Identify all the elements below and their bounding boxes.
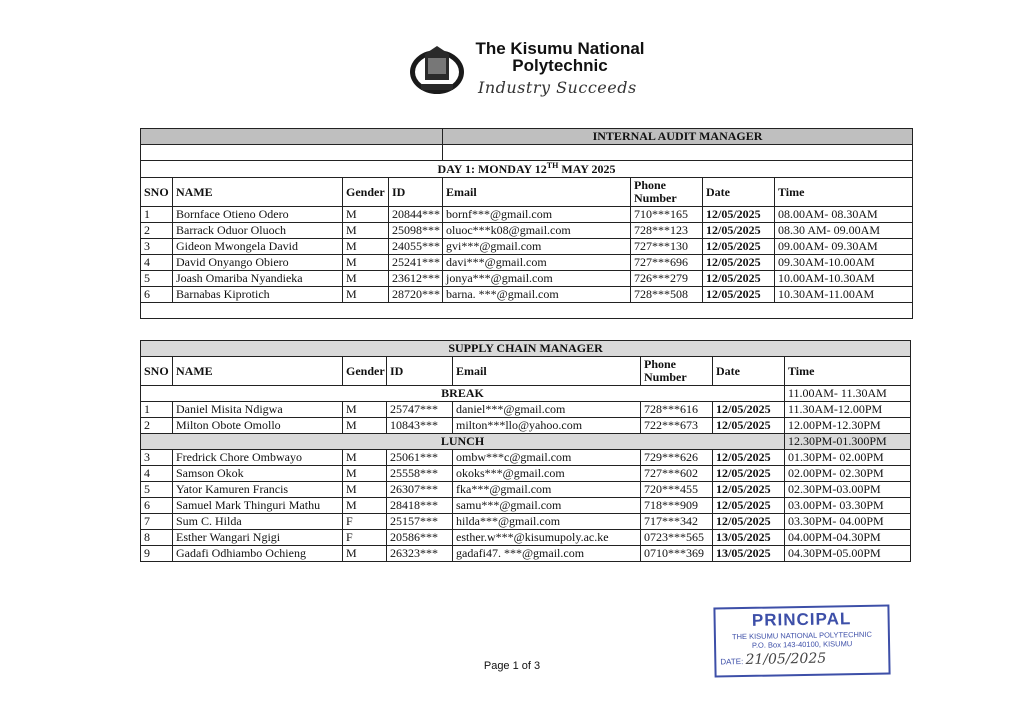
cell-phone: 0723***565 — [641, 530, 713, 546]
column-header: Email — [453, 357, 641, 386]
cell-gender: M — [343, 546, 387, 562]
table-row — [141, 207, 913, 223]
cell-phone: 727***130 — [631, 239, 703, 255]
column-header: NAME — [173, 178, 343, 207]
cell-gender: M — [343, 271, 389, 287]
cell-name: Bornface Otieno Odero — [173, 207, 343, 223]
cell-date: 12/05/2025 — [713, 466, 785, 482]
cell-id: 25558*** — [387, 466, 453, 482]
cell-phone: 728***123 — [631, 223, 703, 239]
cell-id: 26323*** — [387, 546, 453, 562]
cell-phone: 0710***369 — [641, 546, 713, 562]
cell-gender: M — [343, 287, 389, 303]
cell-gender: M — [343, 466, 387, 482]
column-header: ID — [389, 178, 443, 207]
table-row — [141, 287, 913, 303]
column-header: SNO — [141, 178, 173, 207]
cell-name: Fredrick Chore Ombwayo — [173, 450, 343, 466]
blank-cell — [443, 145, 913, 161]
cell-sno: 4 — [141, 466, 173, 482]
table-row — [141, 466, 911, 482]
cell-time: 08.00AM- 08.30AM — [775, 207, 913, 223]
cell-id: 26307*** — [387, 482, 453, 498]
cell-email: davi***@gmail.com — [443, 255, 631, 271]
cell-name: Gideon Mwongela David — [173, 239, 343, 255]
cell-time: 09.00AM- 09.30AM — [775, 239, 913, 255]
cell-time: 02.00PM- 02.30PM — [785, 466, 911, 482]
cell-email: jonya***@gmail.com — [443, 271, 631, 287]
cell-date: 12/05/2025 — [703, 223, 775, 239]
cell-sno: 7 — [141, 514, 173, 530]
cell-name: Barnabas Kiprotich — [173, 287, 343, 303]
stamp-date-label: DATE: — [720, 657, 744, 667]
column-header: Time — [785, 357, 911, 386]
cell-gender: M — [343, 482, 387, 498]
cell-time: 11.30AM-12.00PM — [785, 402, 911, 418]
break-label: BREAK — [141, 386, 785, 402]
institution-name — [470, 40, 650, 74]
cell-name: Milton Obote Omollo — [173, 418, 343, 434]
cell-gender: M — [343, 498, 387, 514]
cell-email: fka***@gmail.com — [453, 482, 641, 498]
blank-cell — [141, 145, 443, 161]
cell-date: 12/05/2025 — [713, 482, 785, 498]
cell-date: 12/05/2025 — [703, 271, 775, 287]
cell-time: 08.30 AM- 09.00AM — [775, 223, 913, 239]
cell-gender: M — [343, 450, 387, 466]
cell-sno: 6 — [141, 287, 173, 303]
cell-name: Joash Omariba Nyandieka — [173, 271, 343, 287]
cell-gender: F — [343, 530, 387, 546]
column-header: Phone Number — [631, 178, 703, 207]
title-left-cell — [141, 129, 443, 145]
cell-email: daniel***@gmail.com — [453, 402, 641, 418]
cell-phone: 727***602 — [641, 466, 713, 482]
column-header: NAME — [173, 357, 343, 386]
polytechnic-crest-logo — [408, 40, 466, 98]
cell-gender: F — [343, 514, 387, 530]
cell-id: 24055*** — [389, 239, 443, 255]
cell-name: Samuel Mark Thinguri Mathu — [173, 498, 343, 514]
cell-name: Esther Wangari Ngigi — [173, 530, 343, 546]
column-header: Date — [703, 178, 775, 207]
cell-id: 10843*** — [387, 418, 453, 434]
column-header: Time — [775, 178, 913, 207]
table-row — [141, 450, 911, 466]
table-row — [141, 498, 911, 514]
cell-time: 10.00AM-10.30AM — [775, 271, 913, 287]
cell-sno: 3 — [141, 450, 173, 466]
cell-email: samu***@gmail.com — [453, 498, 641, 514]
supply-chain-schedule-table — [140, 340, 911, 562]
lunch-label: LUNCH — [141, 434, 785, 450]
cell-phone: 726***279 — [631, 271, 703, 287]
cell-phone: 728***616 — [641, 402, 713, 418]
cell-date: 12/05/2025 — [703, 239, 775, 255]
cell-gender: M — [343, 207, 389, 223]
cell-sno: 2 — [141, 418, 173, 434]
cell-id: 25061*** — [387, 450, 453, 466]
table-row — [141, 418, 911, 434]
cell-name: Gadafi Odhiambo Ochieng — [173, 546, 343, 562]
cell-date: 12/05/2025 — [713, 498, 785, 514]
cell-sno: 3 — [141, 239, 173, 255]
table-row — [141, 239, 913, 255]
cell-email: bornf***@gmail.com — [443, 207, 631, 223]
cell-sno: 1 — [141, 402, 173, 418]
cell-gender: M — [343, 418, 387, 434]
cell-email: milton***llo@yahoo.com — [453, 418, 641, 434]
cell-sno: 5 — [141, 482, 173, 498]
cell-date: 12/05/2025 — [703, 255, 775, 271]
cell-phone: 728***508 — [631, 287, 703, 303]
cell-date: 12/05/2025 — [713, 418, 785, 434]
cell-id: 25157*** — [387, 514, 453, 530]
day-heading: DAY 1: MONDAY 12TH MAY 2025 — [141, 161, 913, 178]
cell-email: ombw***c@gmail.com — [453, 450, 641, 466]
column-header: SNO — [141, 357, 173, 386]
cell-date: 13/05/2025 — [713, 530, 785, 546]
cell-date: 13/05/2025 — [713, 546, 785, 562]
cell-phone: 717***342 — [641, 514, 713, 530]
column-header: Date — [713, 357, 785, 386]
page-number: Page 1 of 3 — [483, 660, 541, 672]
blank-row — [141, 303, 913, 319]
cell-time: 04.00PM-04.30PM — [785, 530, 911, 546]
section-title: SUPPLY CHAIN MANAGER — [141, 341, 911, 357]
cell-name: Barrack Oduor Oluoch — [173, 223, 343, 239]
section-title: INTERNAL AUDIT MANAGER — [443, 129, 913, 145]
table-row — [141, 402, 911, 418]
institution-name-line2: Polytechnic — [512, 56, 608, 75]
cell-date: 12/05/2025 — [703, 207, 775, 223]
cell-time: 03.30PM- 04.00PM — [785, 514, 911, 530]
cell-gender: M — [343, 402, 387, 418]
letterhead — [408, 36, 668, 106]
table-row — [141, 482, 911, 498]
cell-name: Sum C. Hilda — [173, 514, 343, 530]
table-row — [141, 255, 913, 271]
principal-stamp — [713, 604, 890, 677]
cell-sno: 5 — [141, 271, 173, 287]
cell-id: 25098*** — [389, 223, 443, 239]
column-header: Phone Number — [641, 357, 713, 386]
column-header: ID — [387, 357, 453, 386]
table-row — [141, 271, 913, 287]
cell-date: 12/05/2025 — [713, 514, 785, 530]
cell-sno: 1 — [141, 207, 173, 223]
cell-time: 12.00PM-12.30PM — [785, 418, 911, 434]
cell-phone: 718***909 — [641, 498, 713, 514]
cell-name: Samson Okok — [173, 466, 343, 482]
cell-sno: 2 — [141, 223, 173, 239]
cell-gender: M — [343, 223, 389, 239]
cell-time: 01.30PM- 02.00PM — [785, 450, 911, 466]
cell-sno: 9 — [141, 546, 173, 562]
cell-name: Daniel Misita Ndigwa — [173, 402, 343, 418]
cell-email: oluoc***k08@gmail.com — [443, 223, 631, 239]
cell-email: gvi***@gmail.com — [443, 239, 631, 255]
cell-id: 20586*** — [387, 530, 453, 546]
cell-id: 28720*** — [389, 287, 443, 303]
cell-email: okoks***@gmail.com — [453, 466, 641, 482]
cell-time: 02.30PM-03.00PM — [785, 482, 911, 498]
cell-sno: 6 — [141, 498, 173, 514]
cell-phone: 710***165 — [631, 207, 703, 223]
cell-name: Yator Kamuren Francis — [173, 482, 343, 498]
cell-phone: 727***696 — [631, 255, 703, 271]
cell-date: 12/05/2025 — [703, 287, 775, 303]
cell-time: 09.30AM-10.00AM — [775, 255, 913, 271]
cell-date: 12/05/2025 — [713, 450, 785, 466]
cell-name: David Onyango Obiero — [173, 255, 343, 271]
cell-date: 12/05/2025 — [713, 402, 785, 418]
cell-id: 20844*** — [389, 207, 443, 223]
stamp-title: PRINCIPAL — [751, 609, 852, 630]
cell-gender: M — [343, 255, 389, 271]
column-header: Email — [443, 178, 631, 207]
cell-email: barna. ***@gmail.com — [443, 287, 631, 303]
cell-id: 25747*** — [387, 402, 453, 418]
institution-motto: Industry Succeeds — [478, 78, 637, 97]
cell-email: hilda***@gmail.com — [453, 514, 641, 530]
cell-id: 28418*** — [387, 498, 453, 514]
table-row — [141, 223, 913, 239]
stamp-institution: THE KISUMU NATIONAL POLYTECHNIC — [731, 629, 872, 642]
cell-phone: 729***626 — [641, 450, 713, 466]
table-row — [141, 546, 911, 562]
break-time: 11.00AM- 11.30AM — [785, 386, 911, 402]
cell-time: 10.30AM-11.00AM — [775, 287, 913, 303]
cell-time: 04.30PM-05.00PM — [785, 546, 911, 562]
internal-audit-schedule-table — [140, 128, 913, 319]
cell-email: esther.w***@kisumupoly.ac.ke — [453, 530, 641, 546]
column-header: Gender — [343, 357, 387, 386]
stamp-date-value: 21/05/2025 — [745, 650, 827, 668]
cell-phone: 720***455 — [641, 482, 713, 498]
lunch-time: 12.30PM-01.300PM — [785, 434, 911, 450]
cell-id: 25241*** — [389, 255, 443, 271]
cell-sno: 4 — [141, 255, 173, 271]
table-row — [141, 514, 911, 530]
table-row — [141, 530, 911, 546]
stamp-address: P.O. Box 143-40100, KISUMU — [751, 639, 853, 650]
cell-sno: 8 — [141, 530, 173, 546]
cell-id: 23612*** — [389, 271, 443, 287]
stamp-date-line — [720, 649, 888, 668]
cell-email: gadafi47. ***@gmail.com — [453, 546, 641, 562]
institution-name-line1: The Kisumu National — [475, 39, 645, 58]
cell-time: 03.00PM- 03.30PM — [785, 498, 911, 514]
column-header: Gender — [343, 178, 389, 207]
cell-gender: M — [343, 239, 389, 255]
cell-phone: 722***673 — [641, 418, 713, 434]
